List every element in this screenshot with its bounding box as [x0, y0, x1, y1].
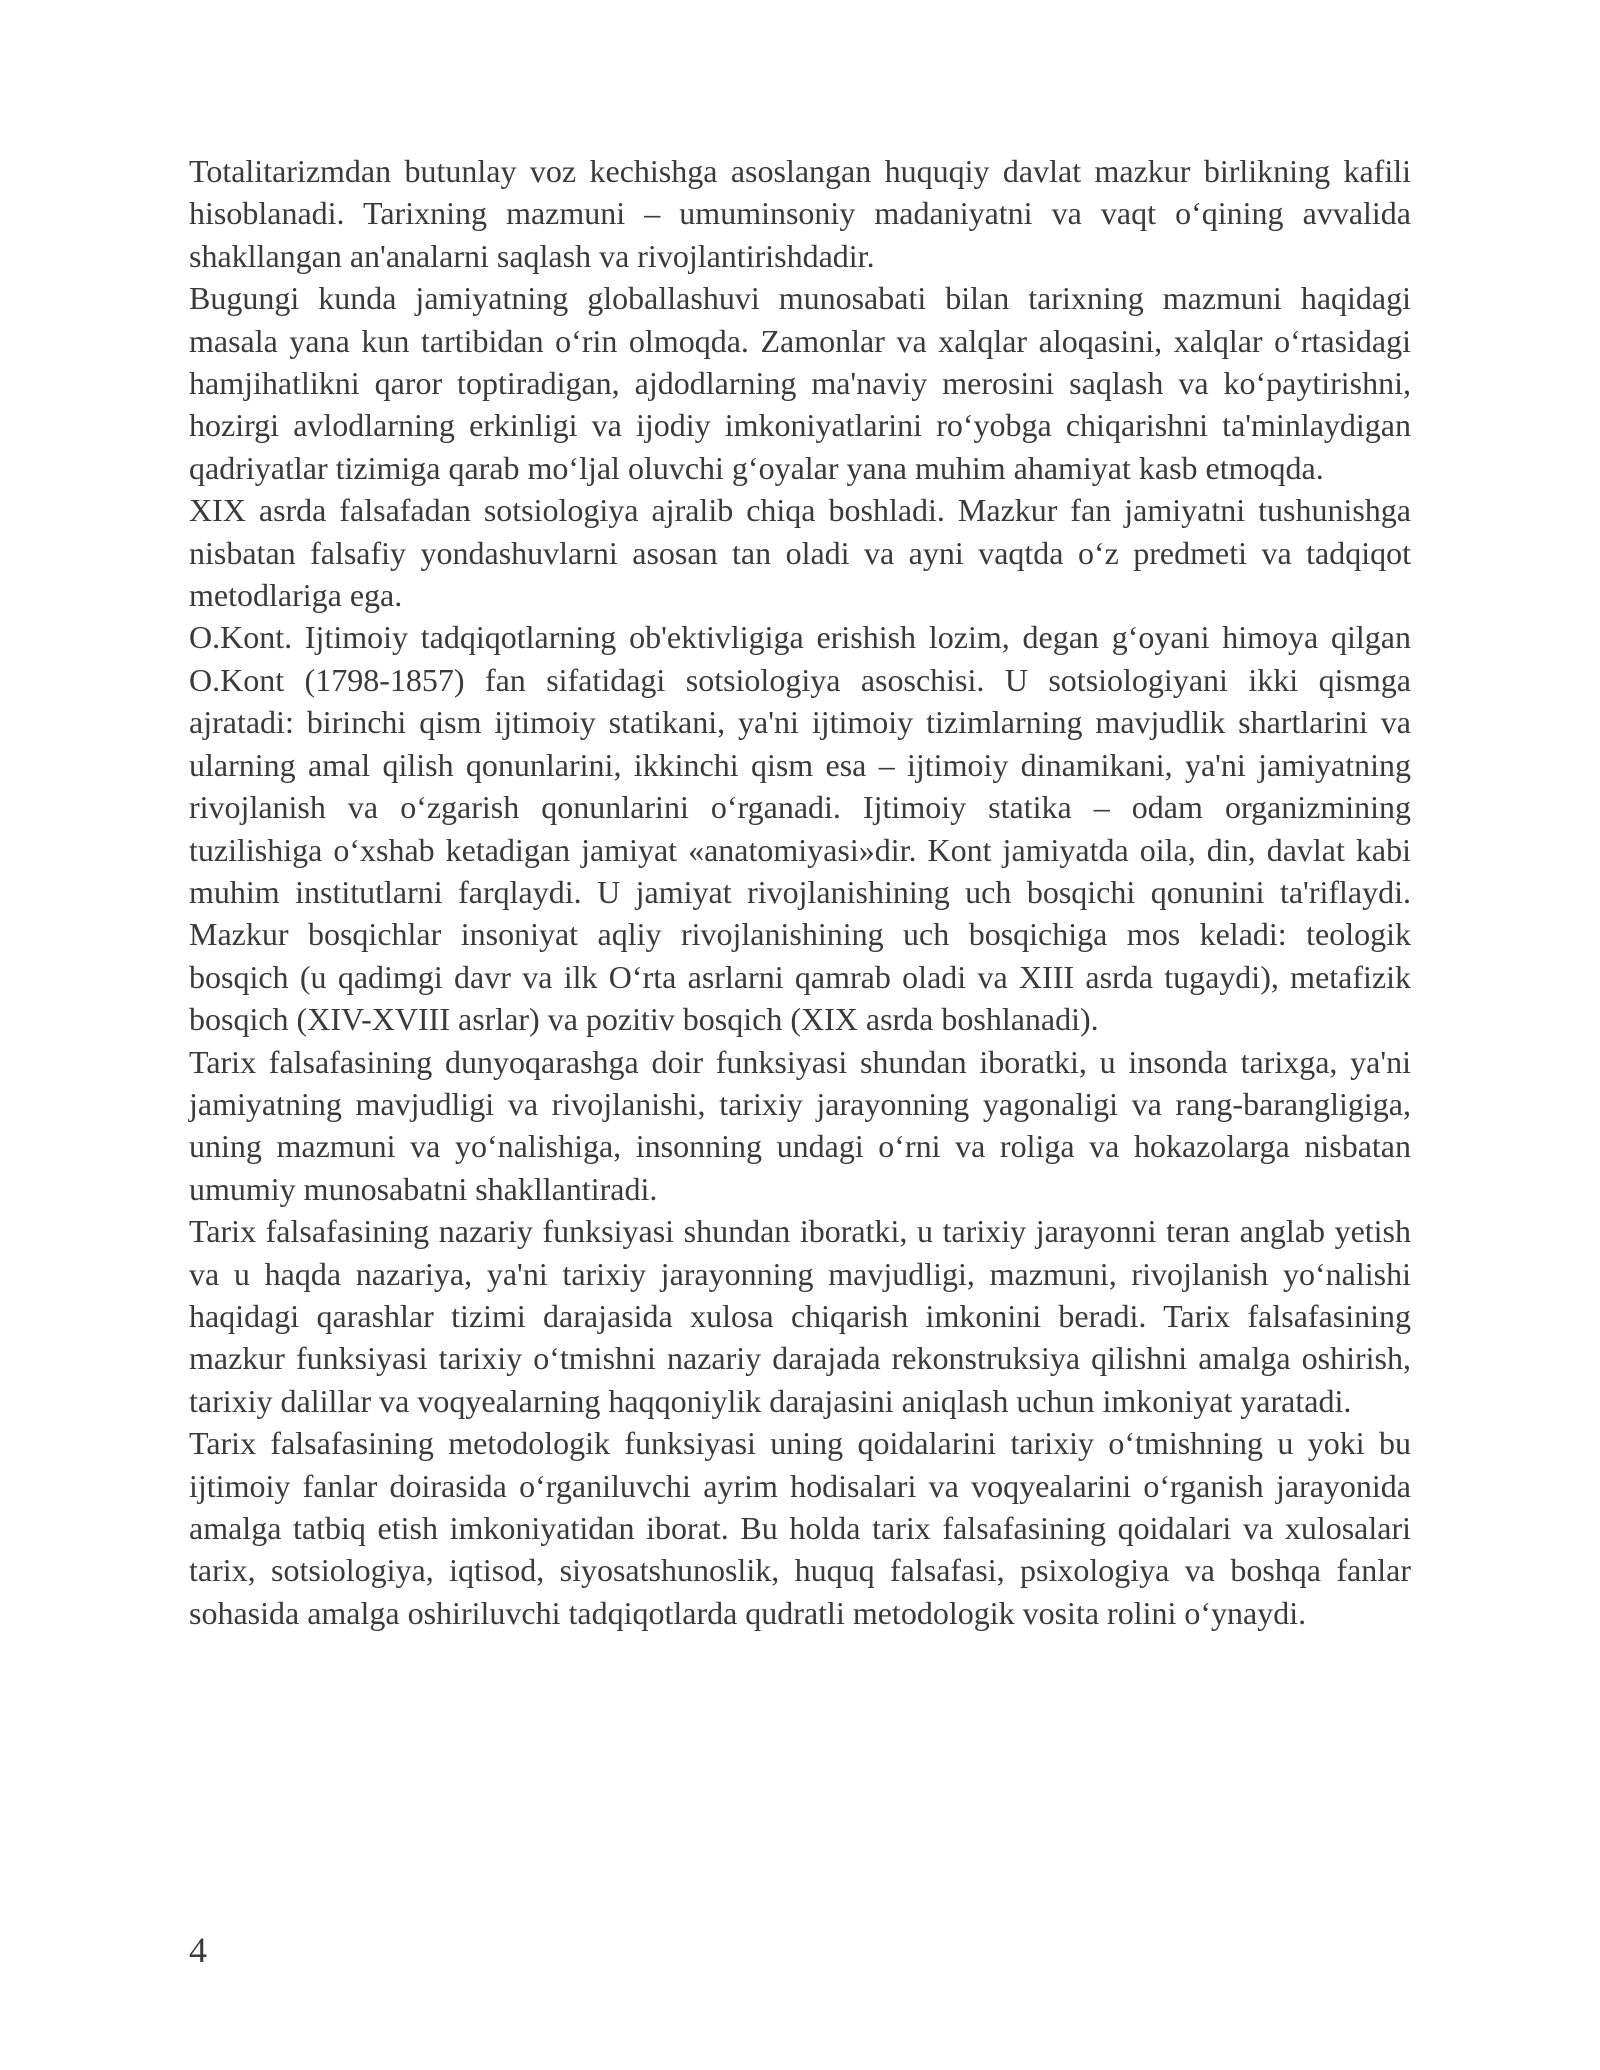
- paragraph-5: Tarix falsafasining dunyoqarashga doir funksiyasi shundan iboratki, u insonda tarixga, ya'ni jamiyatning mavjudligi va rivojlanishi, tarixiy jarayonning yagonaligi va rang-barangligiga, uning mazmuni va yoʻnalishiga, insonning undagi oʻrni va roliga va hokazolarga nisbatan umumiy munosabatni shakllantiradi.: [189, 1043, 1411, 1207]
- paragraph-4: O.Kont. Ijtimoiy tadqiqotlarning ob'ektivligiga erishish lozim, degan gʻoyani himoya qilgan O.Kont (1798-1857) fan sifatidagi sotsiologiya asoschisi. U sotsiologiyani ikki qismga ajratadi: birinchi qism ijtimoiy statikani, ya'ni ijtimoiy tizimlarning mavjudlik shartlarini va ularning amal qilish qonunlarini, ikkinchi qism esa – ijtimoiy dinamikani, ya'ni jamiyatning rivojlanish va oʻzgarish qonunlarini oʻrganadi. Ijtimoiy statika – odam organizmining tuzilishiga oʻxshab ketadigan jamiyat «anatomiyasi»dir. Kont jamiyatda oila, din, davlat kabi muhim institutlarni farqlaydi. U jamiyat rivojlanishining uch bosqichi qonunini ta'riflaydi. Mazkur bosqichlar insoniyat aqliy rivojlanishining uch bosqichiga mos keladi: teologik bosqich (u qadimgi davr va ilk Oʻrta asrlarni qamrab oladi va XIII asrda tugaydi), metafizik bosqich (XIV-XVIII asrlar) va pozitiv bosqich (XIX asrda boshlanadi).: [189, 619, 1411, 1038]
- paragraph-3: XIX asrda falsafadan sotsiologiya ajralib chiqa boshladi. Mazkur fan jamiyatni tushunishga nisbatan falsafiy yondashuvlarni asosan tan oladi va ayni vaqtda oʻz predmeti va tadqiqot metodlariga ega.: [189, 492, 1411, 614]
- paragraph-1: Totalitarizmdan butunlay voz kechishga asoslangan huquqiy davlat mazkur birlikning kafili hisoblanadi. Tarixning mazmuni – umuminsoniy madaniyatni va vaqt oʻqining avvalida shakllangan an'analarni saqlash va rivojlantirishdadir.: [189, 153, 1411, 274]
- paragraph-2: Bugungi kunda jamiyatning globallashuvi munosabati bilan tarixning mazmuni haqidagi masala yana kun tartibidan oʻrin olmoqda. Zamonlar va xalqlar aloqasini, xalqlar oʻrtasidagi hamjihatlikni qaror toptiradigan, ajdodlarning ma'naviy merosini saqlash va koʻpaytirishni, hozirgi avlodlarning erkinligi va ijodiy imkoniyatlarini roʻyobga chiqarishni ta'minlaydigan qadriyatlar tizimiga qarab moʻljal oluvchi gʻoyalar yana muhim ahamiyat kasb etmoqda.: [189, 280, 1411, 486]
- page-number: 4: [189, 1930, 207, 1970]
- paragraph-6: Tarix falsafasining nazariy funksiyasi shundan iboratki, u tarixiy jarayonni teran anglab yetish va u haqda nazariya, ya'ni tarixiy jarayonning mavjudligi, mazmuni, rivojlanish yoʻnalishi haqidagi qarashlar tizimi darajasida xulosa chiqarish imkonini beradi. Tarix falsafasining mazkur funksiyasi tarixiy oʻtmishni nazariy darajada rekonstruksiya qilishni amalga oshirish, tarixiy dalillar va voqyealarning haqqoniylik darajasini aniqlash uchun imkoniyat yaratadi.: [189, 1213, 1411, 1419]
- paragraph-7: Tarix falsafasining metodologik funksiyasi uning qoidalarini tarixiy oʻtmishning u yoki bu ijtimoiy fanlar doirasida oʻrganiluvchi ayrim hodisalari va voqyealarini oʻrganish jarayonida amalga tatbiq etish imkoniyatidan iborat. Bu holda tarix falsafasining qoidalari va xulosalari tarix, sotsiologiya, iqtisod, siyosatshunoslik, huquq falsafasi, psixologiya va boshqa fanlar sohasida amalga oshiriluvchi tadqiqotlarda qudratli metodologik vosita rolini oʻynaydi.: [189, 1425, 1411, 1631]
- document-body: [189, 150, 1411, 1634]
